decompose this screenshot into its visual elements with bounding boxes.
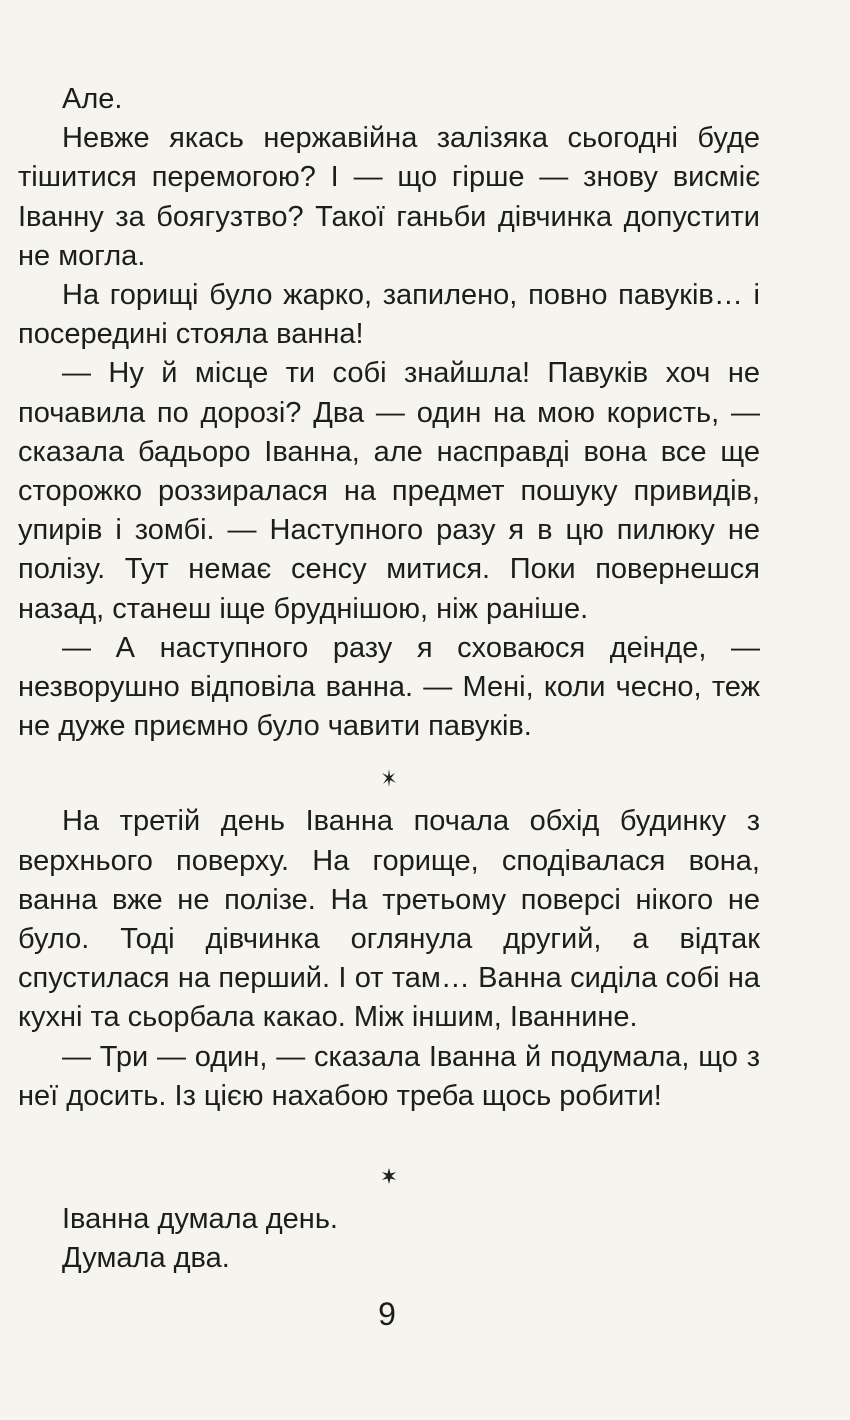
page-body	[18, 80, 760, 1278]
paragraph: — Три — один, — сказала Іванна й подумала, що з неї досить. Із цією нахабою треба щось робити!	[18, 1040, 760, 1112]
page-number: 9	[378, 1296, 396, 1332]
asterisk-ornament-icon	[381, 769, 397, 786]
paragraph: Але.	[62, 83, 123, 115]
paragraph: На третій день Іванна почала обхід будинку з верхнього поверху. На горище, сподівалася вона, ванна вже не полізе. На третьому поверсі нікого не було. Тоді дівчинка оглянула другий, а відтак спустилася на перший. І от там… Ванна сиділа собі на кухні та сьорбала какао. Між іншим, Іваннине.	[18, 805, 760, 1034]
section-separator	[18, 758, 760, 798]
paragraph: На горищі було жарко, запилено, повно павуків… і посередині стояла ванна!	[18, 279, 760, 351]
paragraph: Думала два.	[62, 1242, 230, 1275]
paragraph: Іванна думала день.	[62, 1203, 338, 1236]
paragraph: — А наступного разу я сховаюся деінде, — незворушно відповіла ванна. — Мені, коли чесно, теж не дуже приємно було чавити павуків.	[18, 631, 760, 743]
section-separator	[18, 1156, 760, 1196]
paragraph: — Ну й місце ти собі знайшла! Павуків хоч не почавила по дорозі? Два — один на мою користь, — сказала бадьоро Іванна, але насправді вона все ще сторожко роззиралася на предмет пошуку привидів, упирів і зомбі. — Наступного разу я в цю пилюку не полізу. Тут немає сенсу митися. Поки повернешся назад, станеш іще бруднішою, ніж раніше.	[18, 357, 760, 625]
paragraph: Невже якась нержавійна залізяка сьогодні буде тішитися перемогою? І — що гірше — знову висміє Іванну за боягузтво? Такої ганьби дівчинка допустити не могла.	[18, 122, 760, 272]
asterisk-ornament-icon	[380, 1167, 398, 1184]
